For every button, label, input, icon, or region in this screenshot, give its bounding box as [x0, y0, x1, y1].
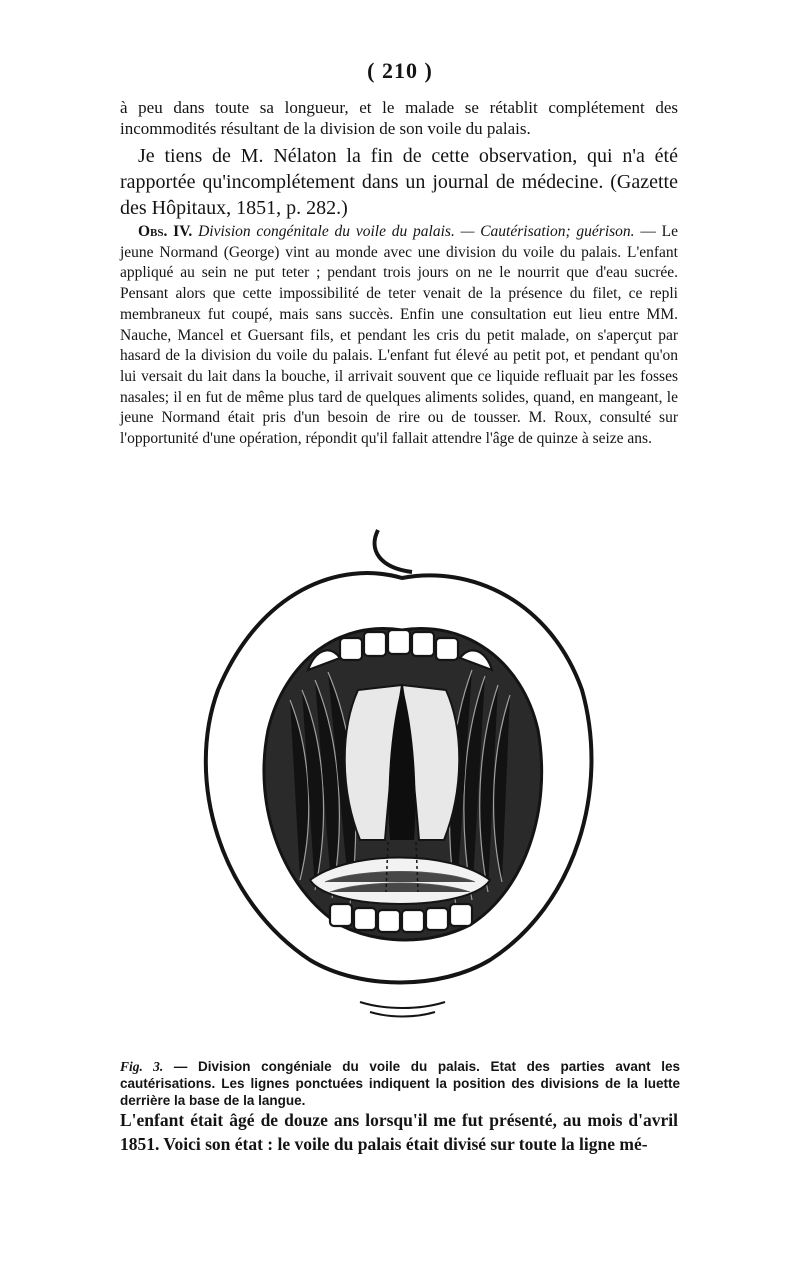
open-mouth-cleft-palate-engraving-icon: [190, 520, 610, 1020]
paragraph-observation-iv: [120, 222, 678, 450]
figure-caption-text: — Division congéniale du voile du palais. Etat des parties avant les cautérisations. Les lignes ponctuées indiquent la position des divisions de la luette derrière la base de la langue.: [120, 1059, 680, 1108]
observation-body: — Le jeune Normand (George) vint au monde avec une division du voile du palais. L'enfant appliqué au sein ne put teter ; pendant trois jours on ne le nourrit que d'eau sucrée. Pensant alors que cette impossibilité de teter venait de la présence du filet, ce repli membraneux fut coupé, mais sans succès. Enfin une consultation eut lieu entre MM. Nauche, Mancel et Guersant fils, et pendant les cris du petit malade, on s'aperçut par hasard de la division du voile du palais. L'enfant fut élevé au petit pot, et pendant qu'on lui versait du lait dans la bouche, il arrivait souvent que ce liquide refluait par les fosses nasales; il en fut de même plus tard de quelques aliments solides, quand, en mangeant, le jeune Normand était pris d'un besoin de rire ou de tousser. M. Roux, consulté sur l'opportunité d'une opération, répondit qu'il fallait attendre l'âge de quinze à seize ans.: [120, 223, 678, 448]
figure-caption-label: Fig. 3.: [120, 1059, 164, 1074]
figure-caption: [120, 1058, 680, 1109]
observation-label: Obs. IV.: [138, 223, 193, 240]
paragraph-patient-state: L'enfant était âgé de douze ans lorsqu'il me fut présenté, au mois d'avril 1851. Voici son état : le voile du palais était divisé sur toute la ligne mé-: [120, 1110, 678, 1154]
paragraph-continuation: à peu dans toute sa longueur, et le malade se rétablit complétement des incommodités résultant de la division de son voile du palais.: [120, 98, 678, 138]
observation-title: Division congénitale du voile du palais. — Cautérisation; guérison.: [198, 223, 635, 240]
paragraph-source-note: Je tiens de M. Nélaton la fin de cette observation, qui n'a été rapportée qu'incomplétement dans un journal de médecine. (Gazette des Hôpitaux, 1851, p. 282.): [120, 145, 678, 219]
figure-illustration: [190, 520, 610, 1020]
page-number: ( 210 ): [367, 58, 433, 83]
